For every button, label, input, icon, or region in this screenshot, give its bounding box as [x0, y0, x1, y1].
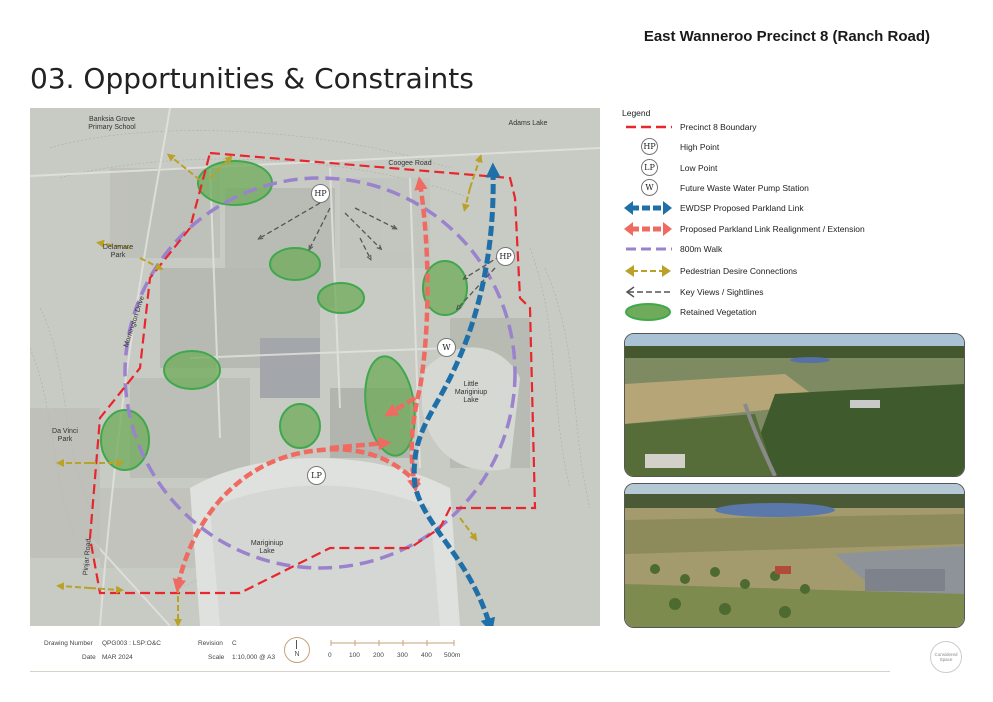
legend-label: Future Waste Water Pump Station — [680, 183, 809, 193]
scale: 1:10,000 @ A3 — [232, 654, 276, 661]
label-mornington-drive: Mornington Drive — [122, 295, 147, 349]
legend-item-pump-station — [622, 178, 809, 198]
label-coogee-road: Coogee Road — [388, 160, 432, 167]
revision: C — [232, 640, 237, 647]
legend-label: High Point — [680, 142, 720, 152]
legend-label: Retained Vegetation — [680, 307, 757, 317]
legend-label: 800m Walk — [680, 244, 723, 254]
legend-item-key-views — [622, 282, 763, 302]
scale-tick: 300 — [397, 652, 408, 659]
low-point-icon: LP — [641, 159, 658, 176]
legend-label: Low Point — [680, 163, 718, 173]
drawing-number-label: Drawing Number — [44, 640, 93, 647]
scale-bar-line — [330, 640, 455, 648]
green-ellipse-icon — [622, 302, 674, 322]
legend-title: Legend — [622, 108, 651, 118]
aerial-photo-1-image — [625, 334, 964, 476]
drawing-number: QPG003 : LSP:O&C — [102, 640, 161, 647]
legend-item-800m-walk — [622, 239, 722, 259]
scale-tick: 200 — [373, 652, 384, 659]
legend-item-high-point — [622, 137, 719, 157]
scale-tick: 0 — [328, 652, 332, 659]
aerial-photo-2[interactable] — [624, 483, 965, 628]
legend-item-pedestrian — [622, 261, 797, 281]
footer-divider — [30, 671, 890, 672]
purple-dashed-line-icon — [622, 239, 674, 259]
boundary-line-icon — [622, 117, 674, 137]
legend-item-low-point — [622, 158, 717, 178]
scale-tick: 400 — [421, 652, 432, 659]
aerial-photo-2-image — [625, 484, 964, 627]
high-point-marker[interactable]: HP — [496, 247, 515, 266]
aerial-photo-1[interactable] — [624, 333, 965, 477]
legend — [622, 108, 952, 317]
high-point-icon: HP — [641, 138, 658, 155]
legend-label: Key Views / Sightlines — [680, 287, 764, 297]
project-title: East Wanneroo Precinct 8 (Ranch Road) — [643, 28, 930, 45]
legend-item-realignment — [622, 219, 865, 239]
grey-dashed-arrow-icon — [622, 282, 674, 302]
scale-tick: 100 — [349, 652, 360, 659]
scale-tick: 500m — [444, 652, 461, 659]
legend-label: Proposed Parkland Link Realignment / Extension — [680, 224, 865, 234]
scale-label: Scale — [208, 654, 225, 661]
revision-label: Revision — [198, 640, 223, 647]
north-arrow-icon — [284, 637, 310, 663]
legend-item-boundary — [622, 117, 757, 137]
legend-item-ewdsp-link — [622, 198, 804, 218]
legend-label: EWDSP Proposed Parkland Link — [680, 203, 804, 213]
label-delamare-park: Delamare Park — [102, 244, 134, 259]
date: MAR 2024 — [102, 654, 133, 661]
page-title: 03. Opportunities & Constraints — [30, 62, 474, 95]
legend-label: Precinct 8 Boundary — [680, 122, 757, 132]
north-label: N — [294, 650, 300, 658]
label-little-mariginiup-lake: Little Mariginiup Lake — [454, 381, 488, 404]
low-point-marker[interactable]: LP — [307, 466, 326, 485]
red-dashed-arrow-icon — [622, 219, 674, 239]
date-label: Date — [82, 654, 96, 661]
site-map[interactable] — [30, 108, 600, 626]
label-adams-lake: Adams Lake — [508, 120, 548, 127]
label-pinjar-road: Pinjar Road — [82, 538, 93, 576]
legend-label: Pedestrian Desire Connections — [680, 266, 798, 276]
olive-dashed-arrow-icon — [622, 261, 674, 281]
logo-text: Considered Space — [934, 652, 958, 662]
scale-bar — [330, 640, 455, 652]
blue-dashed-arrow-icon — [622, 198, 674, 218]
company-logo — [930, 641, 962, 673]
high-point-marker[interactable]: HP — [311, 184, 330, 203]
legend-item-vegetation — [622, 302, 757, 322]
label-da-vinci-park: Da Vinci Park — [52, 428, 78, 443]
label-banksia-grove: Banksia Grove Primary School — [88, 116, 136, 131]
pump-station-marker[interactable]: W — [437, 338, 456, 357]
label-mariginiup-lake: Mariginiup Lake — [250, 540, 284, 555]
pump-station-icon: W — [641, 179, 658, 196]
